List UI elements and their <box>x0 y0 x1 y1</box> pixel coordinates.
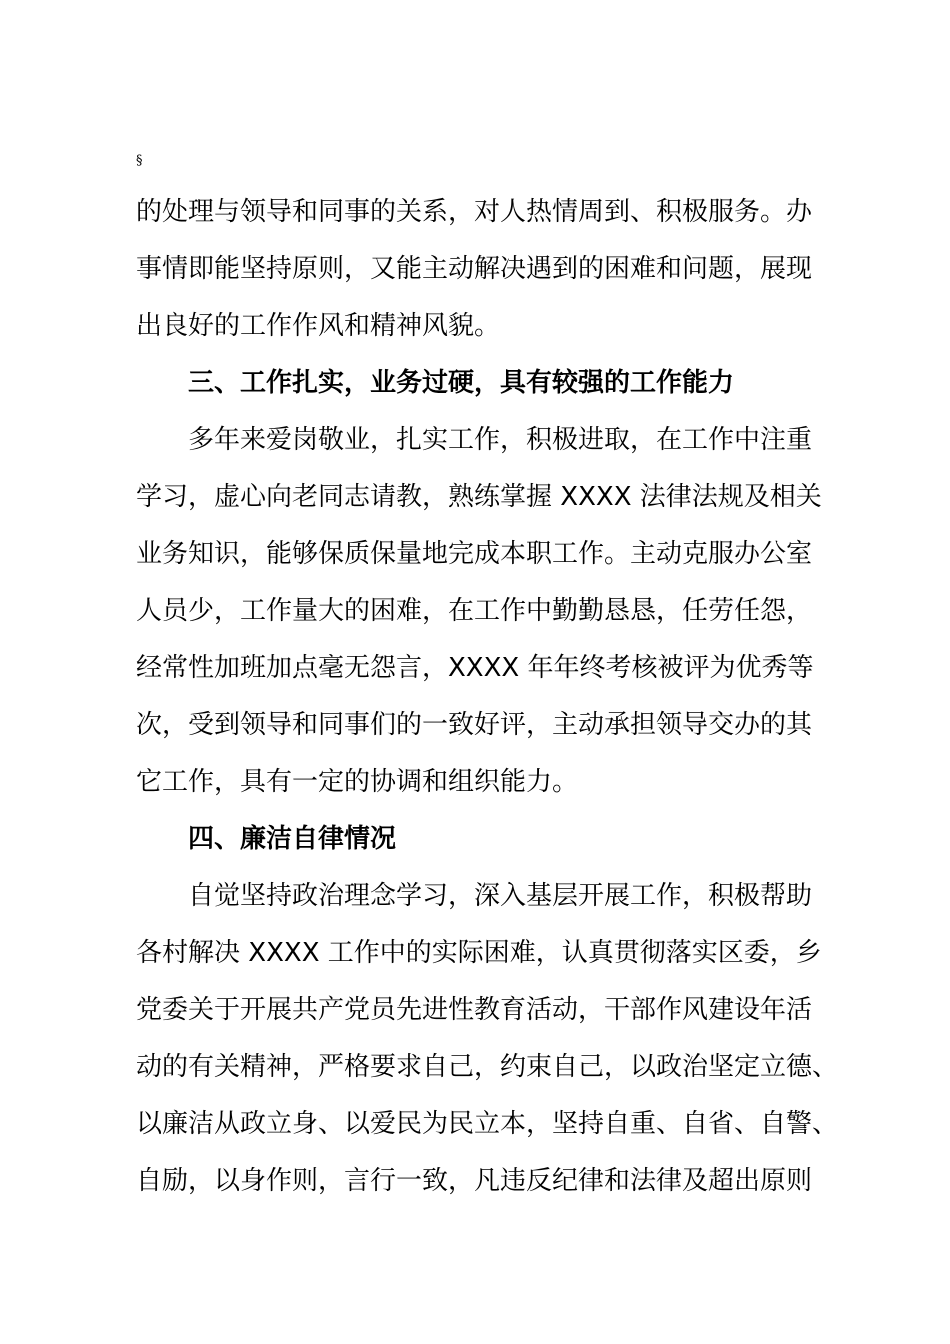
paragraph-line: 党委关于开展共产党员先进性教育活动，干部作风建设年活 <box>136 995 813 1025</box>
paragraph-line: 它工作，具有一定的协调和组织能力。 <box>136 767 579 797</box>
paragraph-line: 动的有关精神，严格要求自己，约束自己，以政治坚定立德、 <box>136 1052 839 1082</box>
section-marker: § <box>136 153 143 168</box>
paragraph-line: 出良好的工作作风和精神风貌。 <box>136 311 501 341</box>
paragraph-line: 以廉洁从政立身、以爱民为民立本，坚持自重、自省、自警、 <box>136 1109 839 1139</box>
paragraph-line: 的处理与领导和同事的关系，对人热情周到、积极服务。办 <box>136 197 813 227</box>
paragraph-line: 自励，以身作则，言行一致，凡违反纪律和法律及超出原则 <box>136 1166 813 1196</box>
section-heading: 四、廉洁自律情况 <box>188 824 397 854</box>
paragraph-line: 自觉坚持政治理念学习，深入基层开展工作，积极帮助 <box>188 881 813 911</box>
paragraph-line: 次，受到领导和同事们的一致好评，主动承担领导交办的其 <box>136 710 813 740</box>
paragraph-line: 学习，虚心向老同志请教，熟练掌握 XXXX 法律法规及相关 <box>136 482 822 512</box>
paragraph-line: 人员少，工作量大的困难，在工作中勤勤恳恳，任劳任怨， <box>136 596 813 626</box>
paragraph-line: 业务知识，能够保质保量地完成本职工作。主动克服办公室 <box>136 539 813 569</box>
paragraph-line: 多年来爱岗敬业，扎实工作，积极进取，在工作中注重 <box>188 425 813 455</box>
section-heading: 三、工作扎实，业务过硬，具有较强的工作能力 <box>188 368 735 398</box>
paragraph-line: 各村解决 XXXX 工作中的实际困难，认真贯彻落实区委，乡 <box>136 938 822 968</box>
paragraph-line: 事情即能坚持原则，又能主动解决遇到的困难和问题，展现 <box>136 254 813 284</box>
paragraph-line: 经常性加班加点毫无怨言，XXXX 年年终考核被评为优秀等 <box>136 653 814 683</box>
